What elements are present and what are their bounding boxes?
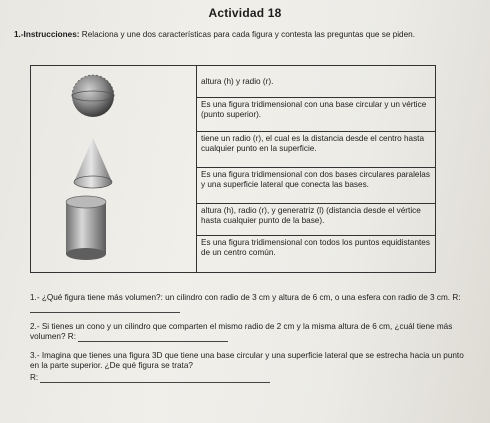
row-5: altura (h), radio (r), y generatriz (l) (distancia desde el vértice hasta cualquier punto de la base). [197,204,435,236]
question-3 [30,351,470,371]
figures-column [31,66,197,272]
cone-icon [71,136,115,192]
cylinder-icon [63,194,109,264]
question-3-answer [30,373,470,383]
sphere-icon [58,74,128,118]
page-title: Actividad 18 [208,6,282,20]
answer-3-label: R: [30,373,39,382]
question-2-text: 2.- Si tienes un cono y un cilindro que comparten el mismo radio de 2 cm y la misma altura de 6 cm, ¿cuál tiene más volumen? R: [30,322,453,341]
questions-section [30,293,470,383]
question-1-text: 1.- ¿Qué figura tiene más volumen?: un cilindro con radio de 3 cm y altura de 6 cm, o una esfera con radio de 3 cm. R: [30,293,461,302]
instructions [14,30,472,40]
question-3-text: 3.- Imagina que tienes una figura 3D que tiene una base circular y una superficie lateral que se estrecha hacia un punto en la parte superior. ¿De qué figura se trata? [30,351,464,370]
question-2 [30,322,470,342]
row-2: Es una figura tridimensional con una base circular y un vértice (punto superior). [197,98,435,132]
matching-table [30,65,436,273]
answer-1-line[interactable] [30,312,180,313]
row-1: altura (h) y radio (r). [197,66,435,98]
row-4: Es una figura tridimensional con dos bases circulares paralelas y una superficie lateral que conecta las bases. [197,168,435,204]
answer-3-line[interactable] [40,382,270,383]
instructions-text: Relaciona y une dos características para cada figura y contesta las preguntas que se piden. [79,30,415,39]
row-6: Es una figura tridimensional con todos los puntos equidistantes de un centro común. [201,238,430,257]
answer-2-line[interactable] [78,341,228,342]
question-1 [30,293,470,313]
row-3: tiene un radio (r), el cual es la distancia desde el centro hasta cualquier punto en la superficie. [197,132,435,168]
instructions-label: 1.-Instrucciones: [14,30,80,39]
